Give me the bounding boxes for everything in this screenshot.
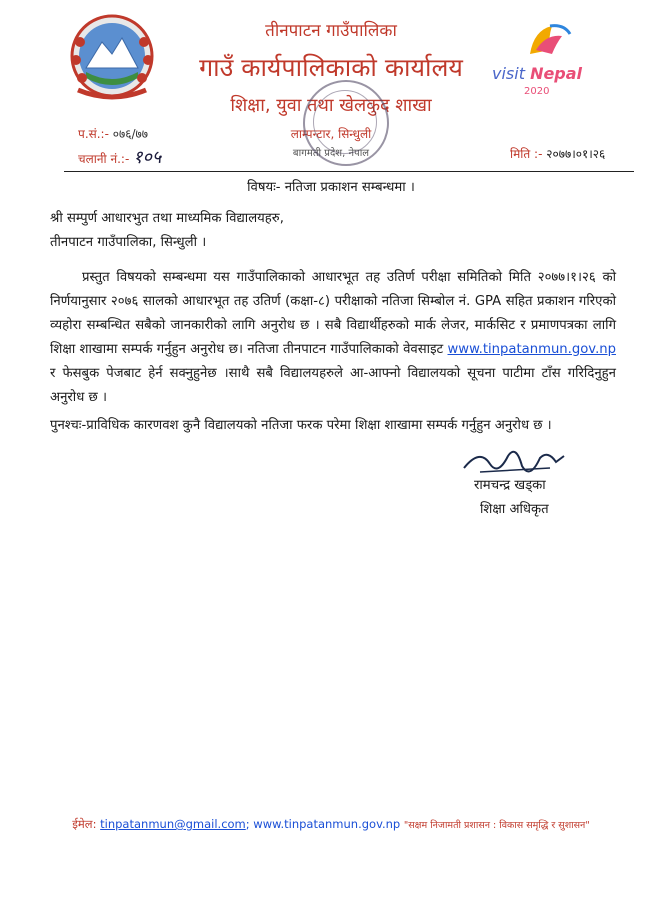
footer-website[interactable]: www.tinpatanmun.gov.np bbox=[253, 817, 401, 831]
body-text-1: प्रस्तुत विषयको सम्बन्धमा यस गाउँपालिकाको आधारभूत तह उतिर्ण परीक्षा समितिको मिति २०७७।१।२६ को निर्णयानुसार २०७६ सालको आधारभूत तह उतिर्ण (कक्षा-८) परीक्षाको नतिजा सिम्बोल नं. GPA सहित प्रकाशन गरिएको व्यहोरा सम्बन्धित सबैको जानकारीको लागि अनुरोध छ । सबै विद्यार्थीहरुको मार्क लेजर, मार्कसिट र प्रमाणपत्रका लागि शिक्षा शाखामा सम्पर्क गर्नुहुन अनुरोध छ। नतिजा तीनपाटन गाउँपालिकाको वेवसाइट bbox=[50, 270, 616, 357]
footer bbox=[0, 817, 662, 832]
letter-date bbox=[510, 145, 605, 162]
chalani-label: चलानी नं.:- bbox=[78, 152, 130, 166]
body-text-2: र फेसबुक पेजबाट हेर्न सक्नुहुनेछ ।साथै सबै विद्यालयहरुले आ-आफ्नो विद्यालयको सूचना पाटीमा टाँस गरिदिनुहुन अनुरोध छ । bbox=[50, 366, 616, 405]
nepal-text: Nepal bbox=[530, 64, 583, 83]
visit-text: visit bbox=[492, 64, 525, 83]
municipality-name: तीनपाटन गाउँपालिका bbox=[265, 21, 397, 41]
signatory-title: शिक्षा अधिकृत bbox=[480, 502, 549, 517]
email-label: ईमेल: bbox=[72, 817, 97, 831]
header-divider bbox=[64, 171, 634, 172]
chalani-number bbox=[78, 145, 161, 169]
addressee-line-1: श्री सम्पुर्ण आधारभुत तथा माध्यमिक विद्यालयहरु, bbox=[50, 211, 284, 226]
footer-slogan: "सक्षम निजामती प्रशासन : विकास समृद्धि र सुशासन" bbox=[403, 820, 590, 831]
visit-nepal-logo bbox=[490, 20, 590, 102]
patra-value: ०७६/७७ bbox=[112, 127, 149, 141]
visit-nepal-year: 2020 bbox=[524, 86, 550, 97]
office-location: लाम्पन्टार, सिन्धुली bbox=[290, 127, 372, 141]
date-value: २०७७।०१।२६ bbox=[546, 147, 606, 161]
office-seal-inner bbox=[313, 90, 377, 154]
addressee-line-2: तीनपाटन गाउँपालिका, सिन्धुली । bbox=[50, 235, 207, 250]
website-link[interactable]: www.tinpatanmun.gov.np bbox=[447, 342, 616, 357]
body-paragraph bbox=[50, 266, 616, 410]
office-province: बागमती प्रदेश, नेपाल bbox=[292, 148, 370, 159]
chalani-value: १०५ bbox=[133, 147, 162, 168]
patra-label: प.सं.:- bbox=[78, 127, 109, 141]
footer-separator: ; bbox=[245, 817, 250, 831]
patra-sankhya bbox=[78, 125, 148, 142]
signatory-name: रामचन्द्र खड्का bbox=[474, 478, 546, 493]
office-name: गाउँ कार्यपालिकाको कार्यालय bbox=[199, 53, 463, 82]
email-link[interactable]: tinpatanmun@gmail.com bbox=[100, 817, 246, 831]
postscript: पुनश्चः-प्राविधिक कारणवश कुनै विद्यालयको नतिजा फरक परेमा शिक्षा शाखामा सम्पर्क गर्नुहुन अनुरोध छ । bbox=[50, 418, 552, 433]
subject-line: विषयः- नतिजा प्रकाशन सम्बन्धमा । bbox=[247, 180, 415, 195]
section-name: शिक्षा, युवा तथा खेलकुद शाखा bbox=[230, 95, 432, 116]
date-label: मिति :- bbox=[510, 147, 543, 161]
